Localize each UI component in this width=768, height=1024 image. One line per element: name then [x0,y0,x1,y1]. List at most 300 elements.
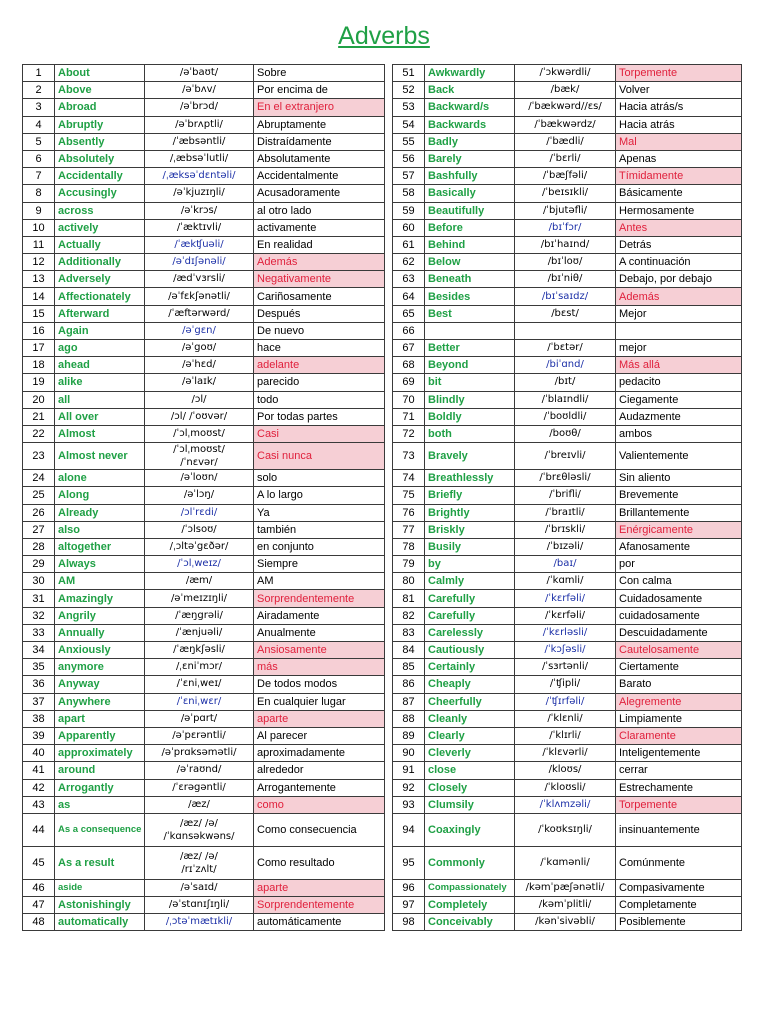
pronunciation: /ˈbreɪvli/ [515,443,616,470]
adverb-word: actively [55,219,145,236]
column-gap [385,642,393,659]
pronunciation: /ˈækʧuəli/ [145,236,254,253]
translation: Con calma [616,573,742,590]
column-gap [385,470,393,487]
column-gap [385,607,393,624]
adverb-word: About [55,65,145,82]
translation: Afanosamente [616,538,742,555]
column-gap [385,340,393,357]
entry-number: 53 [393,99,425,116]
pronunciation-line: /rɪˈzʌlt/ [181,863,217,875]
column-gap [385,573,393,590]
adverb-word: Clearly [425,727,515,744]
pronunciation: /ˈbæʃfəli/ [515,168,616,185]
pronunciation: /ˈsɜrtənli/ [515,659,616,676]
table-row [23,521,742,538]
pronunciation: /kəmˈplitli/ [515,897,616,914]
adverb-word: Calmly [425,573,515,590]
pronunciation: /boʊθ/ [515,425,616,442]
adverb-word: As a result [55,846,145,879]
column-gap [385,391,393,408]
entry-number: 8 [23,185,55,202]
pronunciation: /əˈstɑnɪʃɪŋli/ [145,897,254,914]
pronunciation: /ˈbɪzəli/ [515,538,616,555]
adverb-word: Briefly [425,487,515,504]
translation: De nuevo [254,322,385,339]
translation: Como resultado [254,846,385,879]
entry-number: 39 [23,727,55,744]
adverb-word: Actually [55,236,145,253]
translation: Valientemente [616,443,742,470]
translation: automáticamente [254,914,385,931]
table-row [23,254,742,271]
adverb-word: Anyway [55,676,145,693]
table-row [23,796,742,813]
adverb-word: as [55,796,145,813]
table-row [23,82,742,99]
column-gap [385,538,393,555]
adverb-word: automatically [55,914,145,931]
pronunciation: /ˈbɛrli/ [515,150,616,167]
translation: Airadamente [254,607,385,624]
adverb-word: Bravely [425,443,515,470]
entry-number: 48 [23,914,55,931]
adverb-word: across [55,202,145,219]
table-row [23,219,742,236]
entry-number: 25 [23,487,55,504]
pronunciation: /ˈbækwərdz/ [515,116,616,133]
translation: Sobre [254,65,385,82]
entry-number: 64 [393,288,425,305]
adverb-word: Again [55,322,145,339]
adverb-word: Affectionately [55,288,145,305]
table-row [23,202,742,219]
translation: En cualquier lugar [254,693,385,710]
pronunciation [145,443,254,470]
entry-number: 56 [393,150,425,167]
pronunciation [145,846,254,879]
adverb-word: As a consequence [55,813,145,846]
adverb-word: Bashfully [425,168,515,185]
pronunciation: /ˌæksəˈdɛntəli/ [145,168,254,185]
column-gap [385,521,393,538]
column-gap [385,879,393,896]
adverb-word: alike [55,374,145,391]
adverb-word: Boldly [425,408,515,425]
entry-number: 4 [23,116,55,133]
entry-number: 33 [23,624,55,641]
adverb-word: Conceivably [425,914,515,931]
adverb-word: Arrogantly [55,779,145,796]
entry-number: 47 [23,897,55,914]
adverb-word: Badly [425,133,515,150]
translation: Volver [616,82,742,99]
pronunciation: /ˈbrifli/ [515,487,616,504]
pronunciation: /əˈpɛrəntli/ [145,727,254,744]
translation: En realidad [254,236,385,253]
entry-number: 10 [23,219,55,236]
translation: aparte [254,879,385,896]
adverb-word: around [55,762,145,779]
column-gap [385,487,393,504]
column-gap [385,219,393,236]
entry-number: 14 [23,288,55,305]
adverb-word: Behind [425,236,515,253]
table-row [23,288,742,305]
entry-number: 77 [393,521,425,538]
pronunciation: /ˈkloʊsli/ [515,779,616,796]
entry-number: 81 [393,590,425,607]
translation: Acusadoramente [254,185,385,202]
translation: Además [616,288,742,305]
entry-number: 42 [23,779,55,796]
pronunciation: /æm/ [145,573,254,590]
translation: Sorprendentemente [254,590,385,607]
entry-number: 43 [23,796,55,813]
entry-number: 2 [23,82,55,99]
pronunciation: /bɪˈsaɪdz/ [515,288,616,305]
pronunciation: /əˈdɪʃənəli/ [145,254,254,271]
pronunciation-line: /æz/ /ə/ [180,850,218,862]
column-gap [385,676,393,693]
pronunciation: /ˈbrɛθləsli/ [515,470,616,487]
pronunciation: /bɪˈniθ/ [515,271,616,288]
adverb-word: Additionally [55,254,145,271]
translation: En el extranjero [254,99,385,116]
adverb-word: both [425,425,515,442]
translation: hace [254,340,385,357]
entry-number: 79 [393,556,425,573]
pronunciation: /bɪˈloʊ/ [515,254,616,271]
adverb-word: also [55,521,145,538]
pronunciation-line: /ˈkɑnsəkwəns/ [163,830,235,842]
pronunciation: /əˈgoʊ/ [145,340,254,357]
column-gap [385,914,393,931]
table-row [23,150,742,167]
adverb-word: Certainly [425,659,515,676]
table-row [23,897,742,914]
column-gap [385,846,393,879]
pronunciation: /ɔlˈrɛdi/ [145,504,254,521]
translation: Ciertamente [616,659,742,676]
translation: Debajo, por debajo [616,271,742,288]
adverb-word: Anxiously [55,642,145,659]
translation: Limpiamente [616,710,742,727]
table-row [23,236,742,253]
table-body [23,65,742,931]
column-gap [385,659,393,676]
entry-number: 12 [23,254,55,271]
translation: Más allá [616,357,742,374]
translation: Ansiosamente [254,642,385,659]
column-gap [385,443,393,470]
table-row [23,914,742,931]
adverb-word: Besides [425,288,515,305]
translation: Hermosamente [616,202,742,219]
table-row [23,305,742,322]
adverb-word: alone [55,470,145,487]
table-row [23,271,742,288]
translation: Arrogantemente [254,779,385,796]
entry-number: 83 [393,624,425,641]
translation: Anualmente [254,624,385,641]
translation: todo [254,391,385,408]
translation: Inteligentemente [616,745,742,762]
table-row [23,762,742,779]
entry-number: 97 [393,897,425,914]
entry-number: 36 [23,676,55,693]
column-gap [385,168,393,185]
column-gap [385,116,393,133]
pronunciation: /ˈɔlˌmoʊst/ [145,425,254,442]
table-row [23,693,742,710]
entry-number: 59 [393,202,425,219]
pronunciation: /bɪˈhaɪnd/ [515,236,616,253]
pronunciation: /əˈkrɔs/ [145,202,254,219]
entry-number: 93 [393,796,425,813]
pronunciation: /ˈæŋgrəli/ [145,607,254,624]
pronunciation: /baɪ/ [515,556,616,573]
entry-number: 65 [393,305,425,322]
table-row [23,659,742,676]
pronunciation: /əˈlaɪk/ [145,374,254,391]
translation: Torpemente [616,65,742,82]
pronunciation: /əˈsaɪd/ [145,879,254,896]
entry-number: 54 [393,116,425,133]
column-gap [385,271,393,288]
pronunciation [515,322,616,339]
entry-number: 5 [23,133,55,150]
adverb-word: Best [425,305,515,322]
adverb-word: AM [55,573,145,590]
table-row [23,425,742,442]
translation: Alegremente [616,693,742,710]
column-gap [385,779,393,796]
translation: Ciegamente [616,391,742,408]
adverb-word: approximately [55,745,145,762]
entry-number: 63 [393,271,425,288]
table-row [23,168,742,185]
translation: Claramente [616,727,742,744]
adverb-word: Abroad [55,99,145,116]
column-gap [385,693,393,710]
entry-number: 72 [393,425,425,442]
adverb-word: Beneath [425,271,515,288]
entry-number: 91 [393,762,425,779]
translation: Sorprendentemente [254,897,385,914]
translation: cerrar [616,762,742,779]
column-gap [385,133,393,150]
column-gap [385,556,393,573]
adverb-word: Abruptly [55,116,145,133]
adverb-word [425,322,515,339]
table-row [23,846,742,879]
column-gap [385,408,393,425]
pronunciation: /ɔl/ [145,391,254,408]
entry-number: 82 [393,607,425,624]
entry-number: 38 [23,710,55,727]
entry-number: 44 [23,813,55,846]
pronunciation: /biˈɑnd/ [515,357,616,374]
column-gap [385,150,393,167]
adverb-word: Cautiously [425,642,515,659]
pronunciation: /ˈkɛrləsli/ [515,624,616,641]
adverb-word: Clumsily [425,796,515,813]
column-gap [385,374,393,391]
column-gap [385,322,393,339]
entry-number: 87 [393,693,425,710]
pronunciation: /əˈbrɔd/ [145,99,254,116]
adverb-word: Coaxingly [425,813,515,846]
entry-number: 27 [23,521,55,538]
entry-number: 96 [393,879,425,896]
table-row [23,391,742,408]
translation: al otro lado [254,202,385,219]
entry-number: 11 [23,236,55,253]
adverb-word: Compassionately [425,879,515,896]
entry-number: 80 [393,573,425,590]
adverb-word: Below [425,254,515,271]
pronunciation: /kəmˈpæʃənətli/ [515,879,616,896]
table-row [23,322,742,339]
entry-number: 21 [23,408,55,425]
entry-number: 60 [393,219,425,236]
adverb-word: Back [425,82,515,99]
translation: Enérgicamente [616,521,742,538]
adverb-word: Absently [55,133,145,150]
adverbs-table [22,64,742,931]
entry-number: 34 [23,642,55,659]
pronunciation: /kənˈsivəbli/ [515,914,616,931]
page-title: Adverbs [338,22,430,50]
translation: más [254,659,385,676]
entry-number: 31 [23,590,55,607]
translation: en conjunto [254,538,385,555]
translation: Torpemente [616,796,742,813]
column-gap [385,65,393,82]
entry-number: 22 [23,425,55,442]
pronunciation: /ˈbrɪskli/ [515,521,616,538]
entry-number: 70 [393,391,425,408]
adverb-word: Along [55,487,145,504]
adverb-word: Carefully [425,590,515,607]
translation: Además [254,254,385,271]
pronunciation: /ˈɔkwərdli/ [515,65,616,82]
entry-number: 98 [393,914,425,931]
pronunciation: /æz/ [145,796,254,813]
translation: también [254,521,385,538]
column-gap [385,796,393,813]
entry-number: 75 [393,487,425,504]
pronunciation: /ˈbædli/ [515,133,616,150]
entry-number: 84 [393,642,425,659]
table-row [23,573,742,590]
entry-number: 51 [393,65,425,82]
pronunciation: /ˈklʌmzəli/ [515,796,616,813]
adverb-word: aside [55,879,145,896]
adverb-word: Above [55,82,145,99]
adverb-word: Busily [425,538,515,555]
adverb-word: Cleverly [425,745,515,762]
entry-number: 67 [393,340,425,357]
pronunciation: /bɪt/ [515,374,616,391]
pronunciation: /ˈbraɪtli/ [515,504,616,521]
translation: aparte [254,710,385,727]
adverb-word: Carelessly [425,624,515,641]
translation: Cuidadosamente [616,590,742,607]
entry-number: 86 [393,676,425,693]
entry-number: 6 [23,150,55,167]
table-row [23,538,742,555]
table-row [23,642,742,659]
pronunciation: /əˈhɛd/ [145,357,254,374]
column-gap [385,504,393,521]
adverb-word: Accidentally [55,168,145,185]
pronunciation-line: /æz/ /ə/ [180,817,218,829]
adverb-word: Awkwardly [425,65,515,82]
entry-number: 18 [23,357,55,374]
entry-number: 61 [393,236,425,253]
translation: Ya [254,504,385,521]
column-gap [385,202,393,219]
translation: Hacia atrás/s [616,99,742,116]
entry-number: 71 [393,408,425,425]
pronunciation: /əˈbrʌptli/ [145,116,254,133]
column-gap [385,727,393,744]
adverb-word: Barely [425,150,515,167]
translation: Antes [616,219,742,236]
column-gap [385,762,393,779]
entry-number: 94 [393,813,425,846]
translation: Por encima de [254,82,385,99]
translation: Después [254,305,385,322]
adverb-word: Blindly [425,391,515,408]
table-row [23,340,742,357]
translation: Básicamente [616,185,742,202]
pronunciation: /ˈkɛrfəli/ [515,607,616,624]
table-row [23,357,742,374]
column-gap [385,236,393,253]
pronunciation: /ˈkɑmli/ [515,573,616,590]
entry-number: 17 [23,340,55,357]
adverb-word: Cheaply [425,676,515,693]
pronunciation: /əˈraʊnd/ [145,762,254,779]
column-gap [385,813,393,846]
translation: Mal [616,133,742,150]
adverb-word: Carefully [425,607,515,624]
column-gap [385,425,393,442]
adverb-word: close [425,762,515,779]
pronunciation: /ˈɛrəgəntli/ [145,779,254,796]
adverb-word: Angrily [55,607,145,624]
adverb-word: Briskly [425,521,515,538]
pronunciation: /ˌæbsəˈlutli/ [145,150,254,167]
adverb-word: Breathlessly [425,470,515,487]
pronunciation: /əˈbaʊt/ [145,65,254,82]
translation: por [616,556,742,573]
pronunciation: /ˈæftərwərd/ [145,305,254,322]
entry-number: 1 [23,65,55,82]
pronunciation: /kloʊs/ [515,762,616,779]
column-gap [385,99,393,116]
pronunciation: /bæk/ [515,82,616,99]
pronunciation: /ˈɔlsoʊ/ [145,521,254,538]
table-row [23,556,742,573]
column-gap [385,254,393,271]
pronunciation: /ˈɛniˌweɪ/ [145,676,254,693]
entry-number: 89 [393,727,425,744]
adverb-word: Always [55,556,145,573]
